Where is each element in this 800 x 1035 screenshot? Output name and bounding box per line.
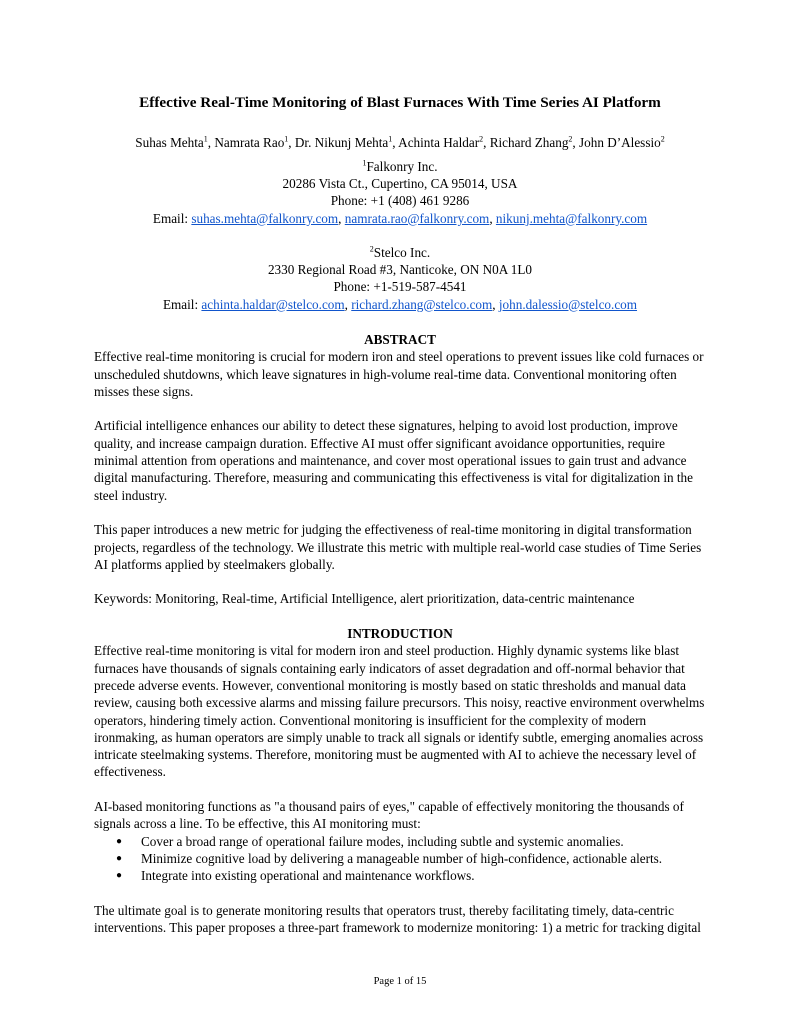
author-list [94, 134, 706, 152]
affiliation-falkonry [94, 158, 706, 227]
affiliation-emails: Email: suhas.mehta@falkonry.com, namrata.rao@falkonry.com, nikunj.mehta@falkonry.com [152, 210, 648, 226]
author: Richard Zhang$^2$, [489, 134, 580, 150]
affiliation-stelco [94, 244, 706, 313]
email-link[interactable]: nikunj.mehta@falkonry.com [495, 210, 648, 226]
author: Dr. Nikunj Mehta$^1$, [294, 134, 399, 150]
author: Namrata Rao$^1$, [214, 134, 295, 150]
affiliation-org: $^2$Stelco Inc. [369, 244, 431, 260]
author: Suhas Mehta$^1$, [135, 134, 215, 150]
affiliation-org: $^1$Falkonry Inc. [362, 158, 438, 174]
affiliation-phone: Phone: +1 (408) 461 9286 [330, 193, 470, 209]
bullet-icon: ● [116, 835, 123, 847]
affiliation-phone: Phone: +1-519-587-4541 [333, 279, 467, 295]
paper-body [94, 331, 706, 936]
email-link[interactable]: namrata.rao@falkonry.com [344, 210, 490, 226]
keywords: Keywords: Monitoring, Real-time, Artificial Intelligence, alert prioritization, data-centric maintenance [94, 591, 635, 607]
introduction-paragraph: The ultimate goal is to generate monitoring results that operators trust, thereby facilitating timely, data-centric interventions. This paper proposes a three-part framework to modernize monitoring: 1) a metric for tracking digital [94, 902, 701, 936]
list-item: ● Minimize cognitive load by delivering a manageable number of high-confidence, actionable alerts. [116, 850, 663, 866]
affiliation-address: 2330 Regional Road #3, Nanticoke, ON N0A 1L0 [267, 262, 533, 278]
abstract-heading: ABSTRACT [364, 332, 436, 347]
paper-page [94, 0, 706, 1035]
abstract-paragraph: Artificial intelligence enhances our ability to detect these signatures, helping to avoid lost production, improve quality, and increase campaign duration. Effective AI must offer significant avoidance opportunities, require minimal attention from operations and maintenance, and cover most operational issues to gain trust and advance digital manufacturing. Therefore, measuring and communicating this effectiveness is vital for digitalization in the steel industry. [94, 418, 694, 503]
list-item: ● Cover a broad range of operational failure modes, including subtle and systemic anomalies. [116, 833, 624, 849]
introduction-heading: INTRODUCTION [347, 626, 453, 642]
author: John D’Alessio$^2$ [579, 134, 665, 150]
bullet-icon: ● [116, 870, 123, 882]
introduction-paragraph: Effective real-time monitoring is vital for modern iron and steel production. Highly dynamic systems like blast furnaces have thousands of signals containing early indicators of asset degradation and off-normal behavior that precede adverse events. However, conventional monitoring is mostly based on static thresholds and manual data review, causing both excessive alarms and missing failure precursors. This noisy, reactive environment overwhelms operators, hindering timely action. Conventional monitoring is insufficient for the complexity of modern ironmaking, as human operators are simply unable to track all signals or identify subtle, emerging anomalies across intricate steelmaking systems. Therefore, monitoring must be augmented with AI to achieve the necessary level of effectiveness. [94, 643, 705, 780]
introduction-paragraph: AI-based monitoring functions as "a thousand pairs of eyes," capable of effectively monitoring the thousands of signals across a line. To be effective, this AI monitoring must: [94, 799, 684, 832]
bullet-icon: ● [116, 852, 123, 864]
requirements-list [94, 833, 706, 885]
email-link[interactable]: richard.zhang@stelco.com [351, 296, 493, 312]
abstract-paragraph: Effective real-time monitoring is crucial for modern iron and steel operations to prevent issues like cold furnaces or unscheduled shutdowns, which leave signatures in high-volume real-time data. Conventional monitoring often misses these signs. [94, 349, 704, 399]
paper-title: Effective Real-Time Monitoring of Blast Furnaces With Time Series AI Platform [139, 94, 661, 111]
abstract-paragraph: This paper introduces a new metric for judging the effectiveness of real-time monitoring in digital transformation projects, regardless of the technology. We illustrate this metric with multiple real-world case studies of Time Series AI platforms applied by steelmakers globally. [94, 522, 702, 572]
email-link[interactable]: achinta.haldar@stelco.com [201, 296, 345, 312]
author: Achinta Haldar$^2$, [398, 134, 490, 150]
email-link[interactable]: john.dalessio@stelco.com [498, 296, 638, 312]
page-number: Page 1 of 15 [373, 976, 427, 987]
list-item: ● Integrate into existing operational and maintenance workflows. [116, 868, 475, 884]
affiliation-emails: Email: achinta.haldar@stelco.com, richard.zhang@stelco.com, john.dalessio@stelco.com [162, 296, 638, 312]
affiliation-address: 20286 Vista Ct., Cupertino, CA 95014, USA [282, 176, 518, 192]
email-link[interactable]: suhas.mehta@falkonry.com [191, 210, 339, 226]
